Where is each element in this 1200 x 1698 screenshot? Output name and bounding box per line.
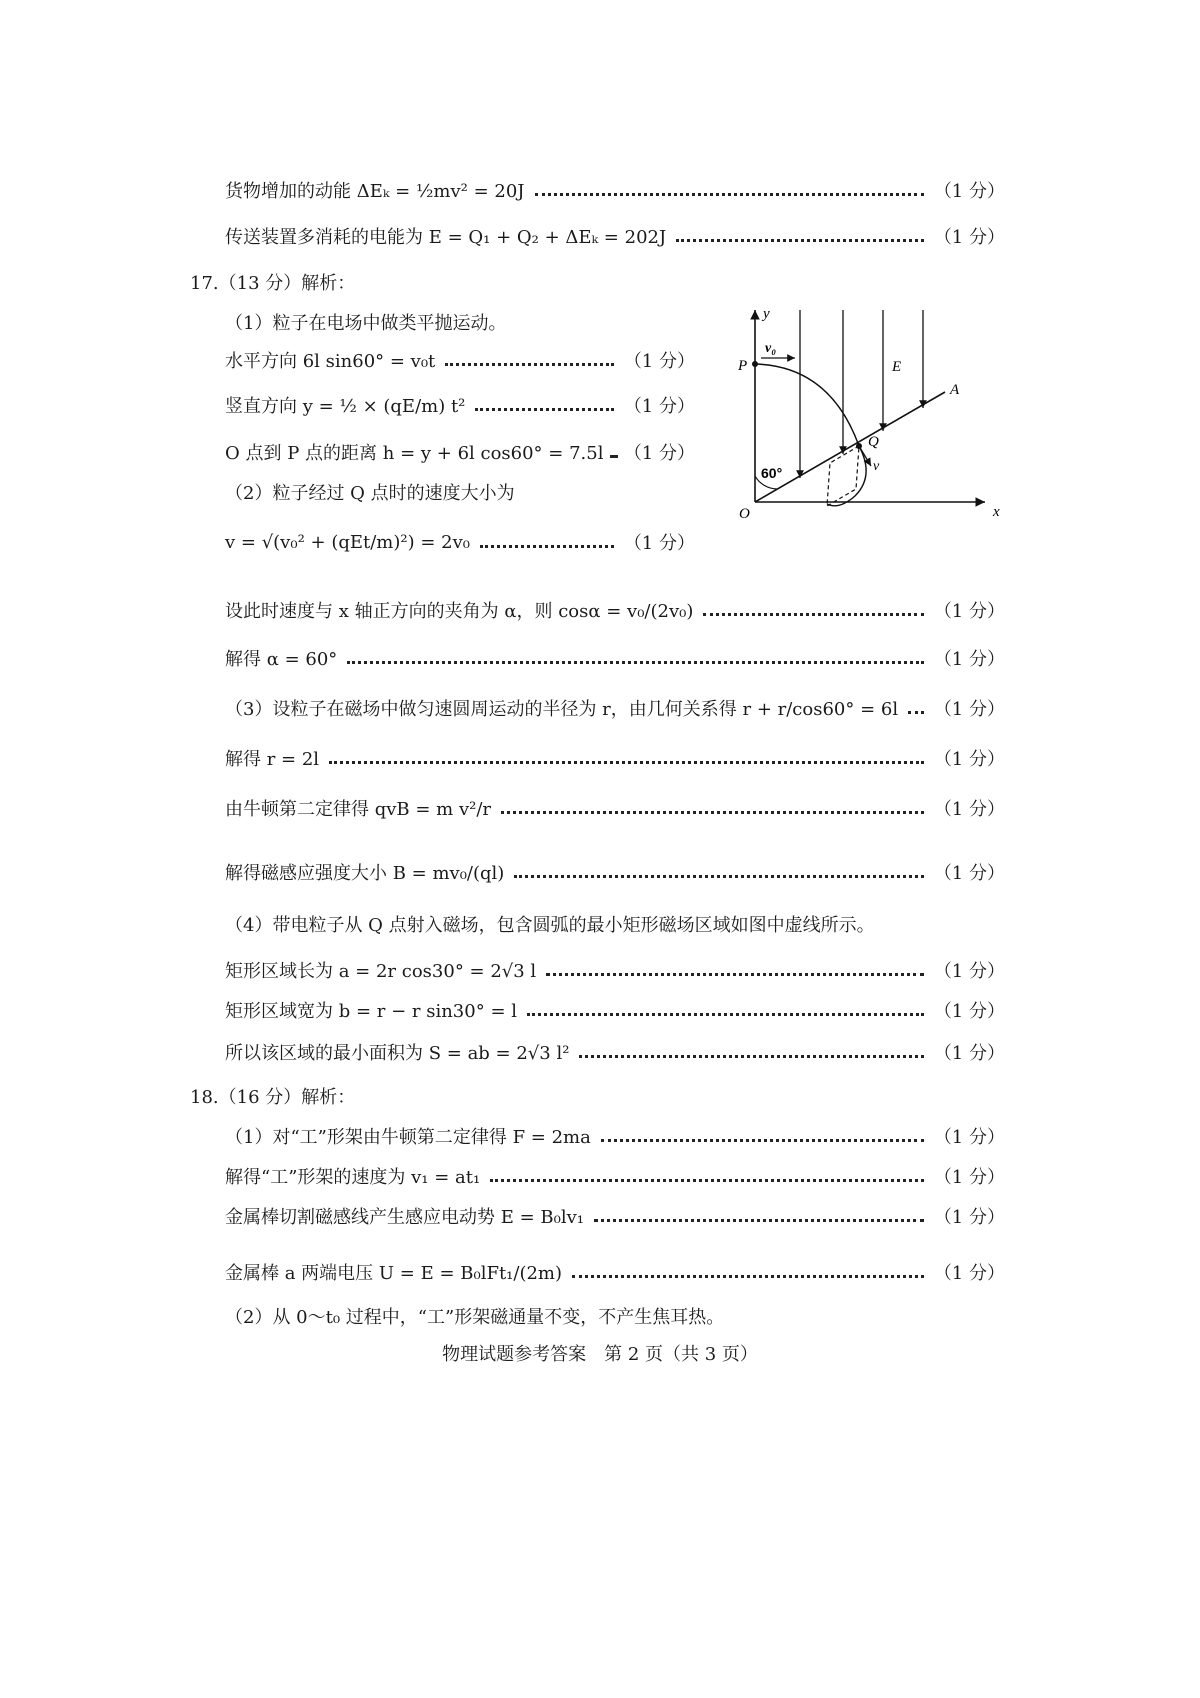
label-o: O [739,506,750,521]
answer-line: v = √(v₀² + (qEt/m)²) = 2v₀ （1 分） [225,531,695,554]
label-e: E [892,359,902,375]
question-18-heading: 18.（16 分）解析： [190,1087,356,1108]
answer-line: 金属棒切割磁感线产生感应电动势 E = B₀lv₁ （1 分） [225,1207,1005,1228]
answer-line: O 点到 P 点的距离 h = y + 6l cos60° = 7.5l （1 分） [225,443,695,464]
answer-line: （2）从 0～t₀ 过程中，“工”形架磁通量不变，不产生焦耳热。 [225,1307,725,1328]
answer-line: 设此时速度与 x 轴正方向的夹角为 α，则 cosα = v₀/(2v₀) （1 分） [225,601,1005,622]
label-y: y [763,306,770,322]
page-footer: 物理试题参考答案 第 2 页（共 3 页） [442,1344,758,1365]
boundary-line-oa [755,392,945,502]
answer-line: 矩形区域宽为 b = r − r sin30° = l （1 分） [225,1001,1005,1022]
label-q: Q [868,434,879,450]
answer-line: 解得“工”形架的速度为 v₁ = at₁ （1 分） [225,1167,1005,1188]
answer-line: 水平方向 6l sin60° = v₀t （1 分） [225,351,695,372]
answer-line: 解得 r = 2l （1 分） [225,749,1005,770]
answer-line: 解得磁感应强度大小 B = mv₀/(ql) （1 分） [225,863,1005,884]
particle-trajectory-diagram [735,306,1010,521]
label-p: P [738,358,748,374]
answer-line: （4）带电粒子从 Q 点射入磁场，包含圆弧的最小矩形磁场区域如图中虚线所示。 [225,915,875,936]
answer-line: （1）对“工”形架由牛顿第二定律得 F = 2ma （1 分） [225,1127,1005,1148]
answer-line: 竖直方向 y = ½ × (qE/m) t² （1 分） [225,396,695,417]
answer-line: 解得 α = 60° （1 分） [225,649,1005,670]
label-v0: v₀ [765,341,777,356]
point-p [752,361,758,367]
answer-line: （3）设粒子在磁场中做匀速圆周运动的半径为 r，由几何关系得 r + r/cos60° = 6l （1 分） [225,699,1005,720]
label-x: x [993,504,1000,520]
answer-line: 矩形区域长为 a = 2r cos30° = 2√3 l （1 分） [225,961,1005,982]
label-a: A [950,382,960,398]
question-17-heading: 17.（13 分）解析： [190,273,356,294]
answer-line: 所以该区域的最小面积为 S = ab = 2√3 l² （1 分） [225,1043,1005,1064]
answer-line: 由牛顿第二定律得 qvB = m v²/r （1 分） [225,799,1005,820]
label-angle: 60° [761,465,783,481]
answer-line: 金属棒 a 两端电压 U = E = B₀lFt₁/(2m) （1 分） [225,1263,1005,1284]
answer-line: （1）粒子在电场中做类平抛运动。 [225,313,507,334]
answer-line: 传送装置多消耗的电能为 E = Q₁ + Q₂ + ΔEₖ = 202J （1 分） [225,227,1005,248]
label-v: v [873,459,880,474]
circular-arc [827,446,866,506]
answer-line: （2）粒子经过 Q 点时的速度大小为 [225,483,515,504]
answer-line: 货物增加的动能 ΔEₖ = ½mv² = 20J （1 分） [225,181,1005,202]
